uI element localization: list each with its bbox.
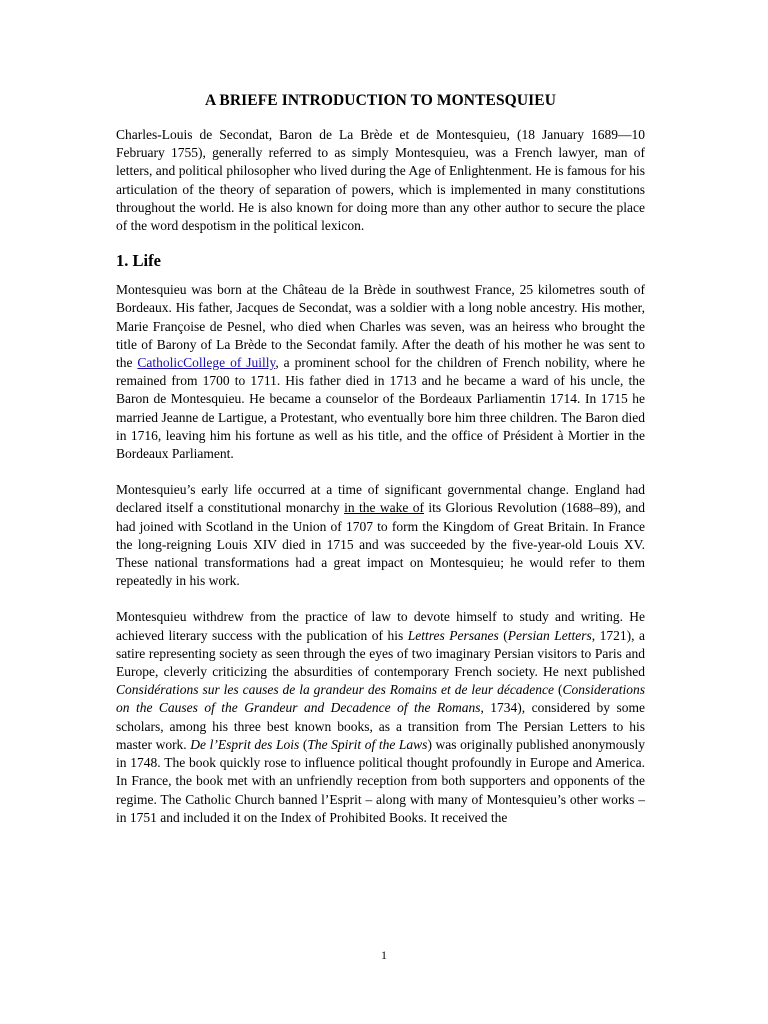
life-p3-text-6: ( (299, 736, 308, 752)
life-paragraph-2 (116, 481, 645, 590)
considerations-french-title: Considérations sur les causes de la grandeur des Romains et de leur décadence (116, 682, 555, 698)
life-paragraph-1 (116, 281, 645, 463)
document-page (116, 92, 645, 827)
page-number: 1 (381, 950, 387, 962)
life-p3-text-4: ( (554, 682, 563, 698)
intro-paragraph: Charles-Louis de Secondat, Baron de La Brède et de Montesquieu, (18 January 1689—10 February 1755), generally referred to as simply Montesquieu, was a French lawyer, man of letters, and political philosopher who lived during the Age of Enlightenment. He is famous for his articulation of the theory of separation of powers, which is implemented in many constitutions throughout the world. He is also known for doing more than any other author to secure the place of the word despotism in the political lexicon. (116, 127, 645, 234)
life-p3-text-5: , 1734), considered by some scholars, among his three best known books, as a transition from The Persian Letters to his master work. (116, 700, 645, 752)
life-p3-text-2: ( (498, 627, 508, 643)
life-p1-text-before: Montesquieu was born at the Château de la Brède in southwest France, 25 kilometres south of Bordeaux. His father, Jacques de Secondat, was a soldier with a long noble ancestry. His mother, Marie Françoise de Pesnel, who died when Charles was seven, was an heiress who brought the title of Barony of La Brède to the Secondat family. After the death of his mother he was sent to the (116, 282, 645, 371)
spirit-of-laws-title: The Spirit of the Laws (307, 736, 428, 752)
college-of-juilly-link[interactable]: CatholicCollege of Juilly (137, 355, 276, 371)
life-p3-text-3: , 1721), a satire representing society as seen through the eyes of two imaginary Persian visitors to Paris and Europe, cleverly criticizing the absurdities of contemporary French society. He next published (116, 627, 645, 680)
persian-letters-title: Persian Letters (507, 627, 592, 643)
document-title: A BRIEFE INTRODUCTION TO MONTESQUIEU (205, 92, 556, 109)
life-p2-text-before: Montesquieu’s early life occurred at a time of significant governmental change. England had declared itself a constitutional monarchy (116, 482, 645, 516)
life-p3-text-1: Montesquieu withdrew from the practice of law to devote himself to study and writing. He achieved literary success with the publication of his (116, 609, 645, 643)
life-p2-text-after: its Glorious Revolution (1688–89), and had joined with Scotland in the Union of 1707 to form the Kingdom of Great Britain. In France the long-reigning Louis XIV died in 1715 and was succeeded by the five-year-old Louis XV. These national transformations had a great impact on Montesquieu; he would refer to them repeatedly in his work. (116, 500, 645, 589)
esprit-des-lois-title: De l’Esprit des Lois (190, 736, 300, 752)
considerations-english-title: Considerations on the Causes of the Grandeur and Decadence of the Romans (116, 682, 646, 716)
lettres-persanes-title: Lettres Persanes (407, 627, 499, 643)
life-p2-underlined-text: in the wake of (344, 500, 424, 516)
section-heading-life: 1. Life (116, 251, 161, 271)
life-p1-text-after: , a prominent school for the children of French nobility, where he remained from 1700 to 1711. His father died in 1713 and he became a ward of his uncle, the Baron de Montesquieu. He became a counselor of the Bordeaux Parliamentin 1714. In 1715 he married Jeanne de Lartigue, a Protestant, who eventually bore him three children. The Baron died in 1716, leaving him his fortune as well as his title, and the office of Président à Mortier in the Bordeaux Parliament. (116, 355, 646, 462)
life-paragraph-3 (116, 608, 645, 826)
life-p3-text-7: ) was originally published anonymously in 1748. The book quickly rose to influence political thought profoundly in Europe and America. In France, the book met with an unfriendly reception from both supporters and opponents of the regime. The Catholic Church banned l’Esprit – along with many of Montesquieu’s other works – in 1751 and included it on the Index of Prohibited Books. It received the (116, 736, 645, 825)
